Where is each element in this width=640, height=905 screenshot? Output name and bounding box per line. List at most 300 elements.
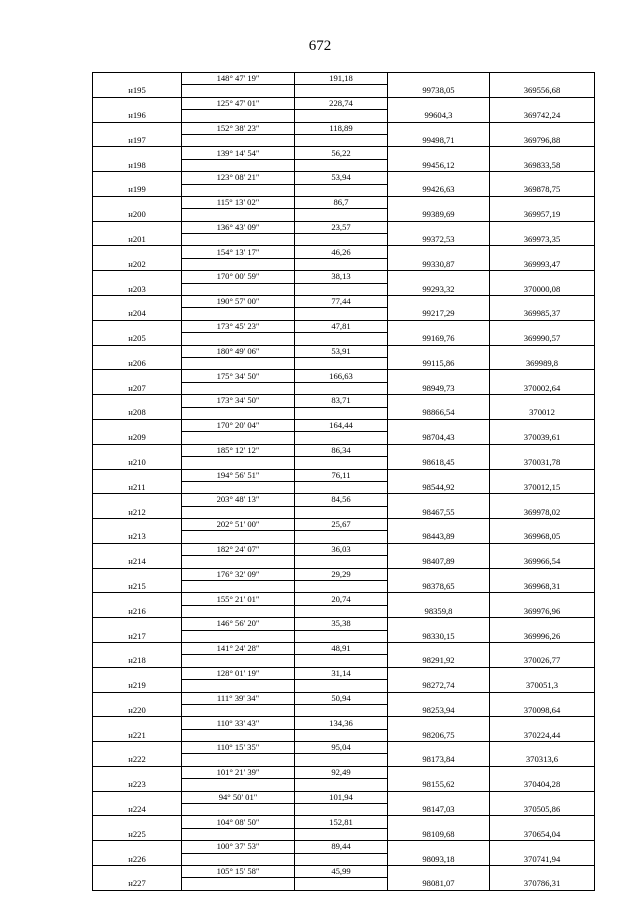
distance-cell: 76,11 bbox=[295, 469, 388, 481]
angle-cell: 101° 21' 39" bbox=[182, 766, 295, 778]
angle-cell bbox=[182, 531, 295, 543]
distance-cell: 38,13 bbox=[295, 271, 388, 283]
distance-cell bbox=[295, 506, 388, 518]
y-cell bbox=[490, 494, 595, 506]
angle-cell: 136° 43' 09" bbox=[182, 221, 295, 233]
x-cell bbox=[388, 444, 490, 456]
y-cell bbox=[490, 667, 595, 679]
table-row bbox=[93, 234, 595, 246]
table-row bbox=[93, 618, 595, 630]
angle-cell: 194° 56' 51" bbox=[182, 469, 295, 481]
x-cell bbox=[388, 642, 490, 654]
point-cell: н210 bbox=[93, 457, 182, 469]
point-cell bbox=[93, 568, 182, 580]
point-cell bbox=[93, 97, 182, 109]
table-row bbox=[93, 370, 595, 382]
angle-cell: 115° 13' 02" bbox=[182, 196, 295, 208]
point-cell: н207 bbox=[93, 382, 182, 394]
point-cell: н200 bbox=[93, 209, 182, 221]
angle-cell bbox=[182, 729, 295, 741]
y-cell: 370012,15 bbox=[490, 481, 595, 493]
point-cell bbox=[93, 519, 182, 531]
y-cell: 370505,86 bbox=[490, 804, 595, 816]
y-cell: 369556,68 bbox=[490, 85, 595, 97]
distance-cell bbox=[295, 457, 388, 469]
table-row bbox=[93, 110, 595, 122]
distance-cell bbox=[295, 308, 388, 320]
point-cell bbox=[93, 147, 182, 159]
x-cell: 99426,63 bbox=[388, 184, 490, 196]
point-cell bbox=[93, 395, 182, 407]
x-cell: 99115,86 bbox=[388, 357, 490, 369]
y-cell bbox=[490, 742, 595, 754]
point-cell bbox=[93, 866, 182, 878]
point-cell: н214 bbox=[93, 556, 182, 568]
y-cell bbox=[490, 766, 595, 778]
angle-cell: 182° 24' 07" bbox=[182, 543, 295, 555]
x-cell bbox=[388, 271, 490, 283]
table-row bbox=[93, 395, 595, 407]
angle-cell bbox=[182, 878, 295, 890]
point-cell bbox=[93, 791, 182, 803]
y-cell bbox=[490, 841, 595, 853]
y-cell: 370786,31 bbox=[490, 878, 595, 890]
distance-cell bbox=[295, 704, 388, 716]
angle-cell: 105° 15' 58" bbox=[182, 866, 295, 878]
angle-cell bbox=[182, 209, 295, 221]
point-cell: н225 bbox=[93, 828, 182, 840]
angle-cell: 155° 21' 01" bbox=[182, 593, 295, 605]
y-cell: 370031,78 bbox=[490, 457, 595, 469]
angle-cell bbox=[182, 704, 295, 716]
distance-cell: 101,94 bbox=[295, 791, 388, 803]
angle-cell bbox=[182, 333, 295, 345]
distance-cell bbox=[295, 85, 388, 97]
angle-cell: 123° 08' 21" bbox=[182, 172, 295, 184]
point-cell bbox=[93, 122, 182, 134]
distance-cell: 77,44 bbox=[295, 296, 388, 308]
distance-cell bbox=[295, 209, 388, 221]
y-cell bbox=[490, 419, 595, 431]
x-cell bbox=[388, 519, 490, 531]
x-cell: 98173,84 bbox=[388, 754, 490, 766]
point-cell: н223 bbox=[93, 779, 182, 791]
angle-cell: 148° 47' 19" bbox=[182, 73, 295, 85]
y-cell bbox=[490, 345, 595, 357]
distance-cell bbox=[295, 605, 388, 617]
y-cell: 369968,05 bbox=[490, 531, 595, 543]
distance-cell bbox=[295, 729, 388, 741]
table-row bbox=[93, 432, 595, 444]
y-cell bbox=[490, 692, 595, 704]
table-row bbox=[93, 308, 595, 320]
table-row bbox=[93, 172, 595, 184]
x-cell: 98378,65 bbox=[388, 581, 490, 593]
distance-cell: 228,74 bbox=[295, 97, 388, 109]
y-cell: 370098,64 bbox=[490, 704, 595, 716]
table-row bbox=[93, 717, 595, 729]
x-cell: 99604,3 bbox=[388, 110, 490, 122]
table-row bbox=[93, 345, 595, 357]
table-row bbox=[93, 122, 595, 134]
point-cell: н197 bbox=[93, 134, 182, 146]
distance-cell: 48,91 bbox=[295, 642, 388, 654]
point-cell bbox=[93, 296, 182, 308]
angle-cell bbox=[182, 506, 295, 518]
x-cell bbox=[388, 742, 490, 754]
point-cell: н204 bbox=[93, 308, 182, 320]
table-row bbox=[93, 419, 595, 431]
y-cell: 369878,75 bbox=[490, 184, 595, 196]
table-row bbox=[93, 221, 595, 233]
point-cell bbox=[93, 419, 182, 431]
x-cell bbox=[388, 866, 490, 878]
distance-cell bbox=[295, 779, 388, 791]
point-cell: н218 bbox=[93, 655, 182, 667]
x-cell: 98155,62 bbox=[388, 779, 490, 791]
x-cell bbox=[388, 469, 490, 481]
distance-cell: 23,57 bbox=[295, 221, 388, 233]
y-cell: 369966,54 bbox=[490, 556, 595, 568]
point-cell bbox=[93, 221, 182, 233]
distance-cell: 31,14 bbox=[295, 667, 388, 679]
table-row bbox=[93, 816, 595, 828]
distance-cell bbox=[295, 556, 388, 568]
angle-cell: 125° 47' 01" bbox=[182, 97, 295, 109]
point-cell bbox=[93, 494, 182, 506]
table-row bbox=[93, 655, 595, 667]
point-cell bbox=[93, 73, 182, 85]
x-cell: 99293,32 bbox=[388, 283, 490, 295]
table-row bbox=[93, 506, 595, 518]
x-cell bbox=[388, 221, 490, 233]
y-cell bbox=[490, 395, 595, 407]
table-row bbox=[93, 704, 595, 716]
table-row bbox=[93, 853, 595, 865]
table-row bbox=[93, 630, 595, 642]
table-row bbox=[93, 184, 595, 196]
table-row bbox=[93, 357, 595, 369]
coordinates-table bbox=[92, 72, 595, 891]
distance-cell: 95,04 bbox=[295, 742, 388, 754]
angle-cell bbox=[182, 481, 295, 493]
angle-cell: 175° 34' 50" bbox=[182, 370, 295, 382]
distance-cell bbox=[295, 159, 388, 171]
point-cell bbox=[93, 196, 182, 208]
point-cell bbox=[93, 816, 182, 828]
point-cell bbox=[93, 692, 182, 704]
x-cell: 98866,54 bbox=[388, 407, 490, 419]
y-cell bbox=[490, 122, 595, 134]
distance-cell bbox=[295, 481, 388, 493]
table-row bbox=[93, 457, 595, 469]
y-cell: 370012 bbox=[490, 407, 595, 419]
table-row bbox=[93, 209, 595, 221]
table-row bbox=[93, 519, 595, 531]
table-row bbox=[93, 543, 595, 555]
table-row bbox=[93, 85, 595, 97]
y-cell bbox=[490, 469, 595, 481]
angle-cell bbox=[182, 605, 295, 617]
x-cell bbox=[388, 717, 490, 729]
y-cell bbox=[490, 816, 595, 828]
point-cell: н201 bbox=[93, 234, 182, 246]
table-row bbox=[93, 866, 595, 878]
x-cell: 99456,12 bbox=[388, 159, 490, 171]
y-cell bbox=[490, 73, 595, 85]
point-cell: н209 bbox=[93, 432, 182, 444]
table-row bbox=[93, 680, 595, 692]
table-row bbox=[93, 97, 595, 109]
angle-cell: 100° 37' 53" bbox=[182, 841, 295, 853]
point-cell: н208 bbox=[93, 407, 182, 419]
x-cell bbox=[388, 568, 490, 580]
distance-cell: 191,18 bbox=[295, 73, 388, 85]
point-cell bbox=[93, 246, 182, 258]
point-cell: н202 bbox=[93, 258, 182, 270]
point-cell: н205 bbox=[93, 333, 182, 345]
y-cell bbox=[490, 519, 595, 531]
table-row bbox=[93, 246, 595, 258]
distance-cell: 166,63 bbox=[295, 370, 388, 382]
distance-cell: 118,89 bbox=[295, 122, 388, 134]
point-cell bbox=[93, 543, 182, 555]
angle-cell bbox=[182, 556, 295, 568]
angle-cell bbox=[182, 184, 295, 196]
point-cell: н226 bbox=[93, 853, 182, 865]
angle-cell: 203° 48' 13" bbox=[182, 494, 295, 506]
angle-cell bbox=[182, 630, 295, 642]
table-row bbox=[93, 779, 595, 791]
y-cell bbox=[490, 444, 595, 456]
table-row bbox=[93, 878, 595, 890]
y-cell: 369985,37 bbox=[490, 308, 595, 320]
distance-cell: 86,7 bbox=[295, 196, 388, 208]
x-cell bbox=[388, 593, 490, 605]
angle-cell bbox=[182, 407, 295, 419]
y-cell: 370224,44 bbox=[490, 729, 595, 741]
point-cell bbox=[93, 766, 182, 778]
point-cell bbox=[93, 469, 182, 481]
y-cell bbox=[490, 866, 595, 878]
x-cell: 98291,92 bbox=[388, 655, 490, 667]
x-cell bbox=[388, 196, 490, 208]
angle-cell: 173° 45' 23" bbox=[182, 320, 295, 332]
point-cell: н224 bbox=[93, 804, 182, 816]
distance-cell bbox=[295, 828, 388, 840]
table-row bbox=[93, 196, 595, 208]
y-cell bbox=[490, 246, 595, 258]
point-cell: н196 bbox=[93, 110, 182, 122]
distance-cell bbox=[295, 630, 388, 642]
y-cell bbox=[490, 543, 595, 555]
angle-cell bbox=[182, 382, 295, 394]
distance-cell bbox=[295, 357, 388, 369]
distance-cell: 56,22 bbox=[295, 147, 388, 159]
y-cell: 369796,88 bbox=[490, 134, 595, 146]
table-row bbox=[93, 828, 595, 840]
angle-cell: 146° 56' 20" bbox=[182, 618, 295, 630]
y-cell bbox=[490, 593, 595, 605]
distance-cell bbox=[295, 853, 388, 865]
distance-cell: 36,03 bbox=[295, 543, 388, 555]
distance-cell bbox=[295, 134, 388, 146]
point-cell bbox=[93, 271, 182, 283]
angle-cell: 139° 14' 54" bbox=[182, 147, 295, 159]
point-cell: н216 bbox=[93, 605, 182, 617]
y-cell bbox=[490, 271, 595, 283]
distance-cell: 25,67 bbox=[295, 519, 388, 531]
angle-cell: 111° 39' 34" bbox=[182, 692, 295, 704]
distance-cell bbox=[295, 680, 388, 692]
angle-cell bbox=[182, 85, 295, 97]
angle-cell bbox=[182, 159, 295, 171]
angle-cell: 180° 49' 06" bbox=[182, 345, 295, 357]
x-cell bbox=[388, 841, 490, 853]
page-number: 672 bbox=[308, 38, 332, 54]
x-cell: 98618,45 bbox=[388, 457, 490, 469]
distance-cell bbox=[295, 258, 388, 270]
x-cell: 98949,73 bbox=[388, 382, 490, 394]
table-row bbox=[93, 605, 595, 617]
y-cell: 369976,96 bbox=[490, 605, 595, 617]
table-row bbox=[93, 494, 595, 506]
y-cell: 369978,02 bbox=[490, 506, 595, 518]
point-cell bbox=[93, 172, 182, 184]
x-cell bbox=[388, 791, 490, 803]
table-row bbox=[93, 469, 595, 481]
distance-cell: 45,99 bbox=[295, 866, 388, 878]
distance-cell: 35,38 bbox=[295, 618, 388, 630]
angle-cell bbox=[182, 680, 295, 692]
table-row bbox=[93, 729, 595, 741]
distance-cell bbox=[295, 878, 388, 890]
distance-cell bbox=[295, 184, 388, 196]
point-cell bbox=[93, 370, 182, 382]
y-cell: 369833,58 bbox=[490, 159, 595, 171]
angle-cell bbox=[182, 581, 295, 593]
x-cell: 98467,55 bbox=[388, 506, 490, 518]
distance-cell: 89,44 bbox=[295, 841, 388, 853]
point-cell: н221 bbox=[93, 729, 182, 741]
table-row bbox=[93, 754, 595, 766]
angle-cell bbox=[182, 432, 295, 444]
y-cell: 370404,28 bbox=[490, 779, 595, 791]
point-cell: н198 bbox=[93, 159, 182, 171]
angle-cell bbox=[182, 134, 295, 146]
x-cell bbox=[388, 419, 490, 431]
distance-cell: 83,71 bbox=[295, 395, 388, 407]
x-cell: 98093,18 bbox=[388, 853, 490, 865]
point-cell: н220 bbox=[93, 704, 182, 716]
point-cell bbox=[93, 717, 182, 729]
distance-cell: 46,26 bbox=[295, 246, 388, 258]
x-cell bbox=[388, 370, 490, 382]
distance-cell: 53,94 bbox=[295, 172, 388, 184]
table-row bbox=[93, 283, 595, 295]
angle-cell: 104° 08' 50" bbox=[182, 816, 295, 828]
distance-cell: 29,29 bbox=[295, 568, 388, 580]
y-cell: 370654,04 bbox=[490, 828, 595, 840]
y-cell: 369957,19 bbox=[490, 209, 595, 221]
distance-cell bbox=[295, 655, 388, 667]
distance-cell bbox=[295, 407, 388, 419]
angle-cell: 154° 13' 17" bbox=[182, 246, 295, 258]
table-row bbox=[93, 804, 595, 816]
x-cell bbox=[388, 147, 490, 159]
angle-cell bbox=[182, 804, 295, 816]
distance-cell bbox=[295, 754, 388, 766]
x-cell bbox=[388, 766, 490, 778]
angle-cell bbox=[182, 308, 295, 320]
table-row bbox=[93, 258, 595, 270]
x-cell bbox=[388, 73, 490, 85]
x-cell bbox=[388, 816, 490, 828]
point-cell: н206 bbox=[93, 357, 182, 369]
distance-cell: 134,36 bbox=[295, 717, 388, 729]
angle-cell: 110° 33' 43" bbox=[182, 717, 295, 729]
x-cell: 98272,74 bbox=[388, 680, 490, 692]
distance-cell: 164,44 bbox=[295, 419, 388, 431]
x-cell: 99738,05 bbox=[388, 85, 490, 97]
table-row bbox=[93, 841, 595, 853]
y-cell bbox=[490, 568, 595, 580]
distance-cell bbox=[295, 804, 388, 816]
x-cell bbox=[388, 345, 490, 357]
angle-cell bbox=[182, 234, 295, 246]
angle-cell bbox=[182, 828, 295, 840]
distance-cell bbox=[295, 581, 388, 593]
x-cell bbox=[388, 692, 490, 704]
y-cell bbox=[490, 618, 595, 630]
x-cell: 99330,87 bbox=[388, 258, 490, 270]
distance-cell: 53,91 bbox=[295, 345, 388, 357]
y-cell: 370051,3 bbox=[490, 680, 595, 692]
point-cell bbox=[93, 667, 182, 679]
y-cell bbox=[490, 221, 595, 233]
table-row bbox=[93, 134, 595, 146]
x-cell bbox=[388, 246, 490, 258]
angle-cell bbox=[182, 754, 295, 766]
angle-cell: 170° 20' 04" bbox=[182, 419, 295, 431]
y-cell: 370026,77 bbox=[490, 655, 595, 667]
y-cell bbox=[490, 370, 595, 382]
y-cell: 369993,47 bbox=[490, 258, 595, 270]
distance-cell bbox=[295, 110, 388, 122]
y-cell: 369973,35 bbox=[490, 234, 595, 246]
table-row bbox=[93, 271, 595, 283]
table-row bbox=[93, 581, 595, 593]
x-cell bbox=[388, 494, 490, 506]
distance-cell: 84,56 bbox=[295, 494, 388, 506]
x-cell bbox=[388, 172, 490, 184]
distance-cell bbox=[295, 531, 388, 543]
angle-cell bbox=[182, 283, 295, 295]
point-cell bbox=[93, 444, 182, 456]
table-row bbox=[93, 642, 595, 654]
table-row bbox=[93, 556, 595, 568]
y-cell: 369990,57 bbox=[490, 333, 595, 345]
y-cell bbox=[490, 97, 595, 109]
x-cell bbox=[388, 618, 490, 630]
point-cell: н222 bbox=[93, 754, 182, 766]
angle-cell bbox=[182, 853, 295, 865]
x-cell bbox=[388, 395, 490, 407]
table-row bbox=[93, 481, 595, 493]
y-cell bbox=[490, 147, 595, 159]
table-row bbox=[93, 159, 595, 171]
table-row bbox=[93, 333, 595, 345]
